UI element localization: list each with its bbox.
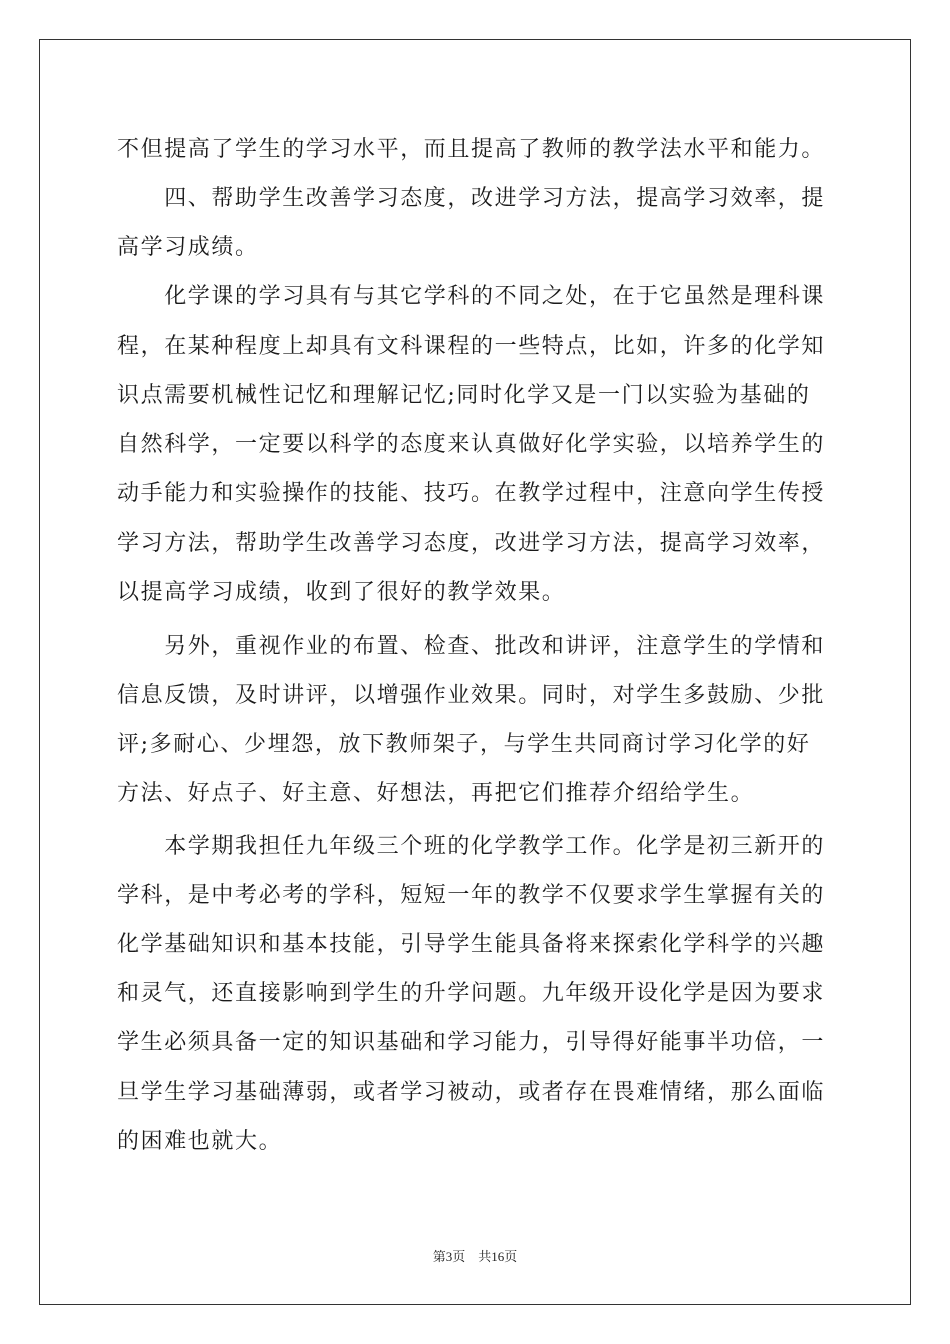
text-line: 学习方法，帮助学生改善学习态度，改进学习方法，提高学习效率， xyxy=(117,531,826,556)
text-line: 化学基础知识和基本技能，引导学生能具备将来探索化学科学的兴趣 xyxy=(117,932,826,957)
text-line: 程，在某种程度上却具有文科课程的一些特点，比如，许多的化学知 xyxy=(117,334,826,359)
text-line: 学生必须具备一定的知识基础和学习能力，引导得好能事半功倍，一 xyxy=(117,1030,826,1055)
text-line: 自然科学，一定要以科学的态度来认真做好化学实验，以培养学生的 xyxy=(117,432,826,457)
page-border xyxy=(39,39,911,1305)
text-line: 旦学生学习基础薄弱，或者学习被动，或者存在畏难情绪，那么面临 xyxy=(117,1080,826,1105)
text-line: 识点需要机械性记忆和理解记忆;同时化学又是一门以实验为基础的 xyxy=(117,383,811,408)
text-line: 方法、好点子、好主意、好想法，再把它们推荐介绍给学生。 xyxy=(117,781,755,806)
text-line: 评;多耐心、少埋怨，放下教师架子，与学生共同商讨学习化学的好 xyxy=(117,732,811,757)
text-line: 学科，是中考必考的学科，短短一年的教学不仅要求学生掌握有关的 xyxy=(117,883,826,908)
text-line: 不但提高了学生的学习水平，而且提高了教师的教学法水平和能力。 xyxy=(117,137,826,162)
text-line: 化学课的学习具有与其它学科的不同之处，在于它虽然是理科课 xyxy=(117,284,826,309)
text-line: 另外，重视作业的布置、检查、批改和讲评，注意学生的学情和 xyxy=(117,634,826,659)
text-line: 本学期我担任九年级三个班的化学教学工作。化学是初三新开的 xyxy=(117,834,826,859)
page-number-footer: 第3页 共16页 xyxy=(432,1249,518,1264)
text-line: 以提高学习成绩，收到了很好的教学效果。 xyxy=(117,580,566,605)
text-line: 的困难也就大。 xyxy=(117,1129,283,1154)
text-line: 四、帮助学生改善学习态度，改进学习方法，提高学习效率，提 xyxy=(117,186,826,211)
text-line: 动手能力和实验操作的技能、技巧。在教学过程中，注意向学生传授 xyxy=(117,481,826,506)
text-line: 信息反馈，及时讲评，以增强作业效果。同时，对学生多鼓励、少批 xyxy=(117,683,826,708)
text-line: 高学习成绩。 xyxy=(117,235,259,260)
text-line: 和灵气，还直接影响到学生的升学问题。九年级开设化学是因为要求 xyxy=(117,981,826,1006)
